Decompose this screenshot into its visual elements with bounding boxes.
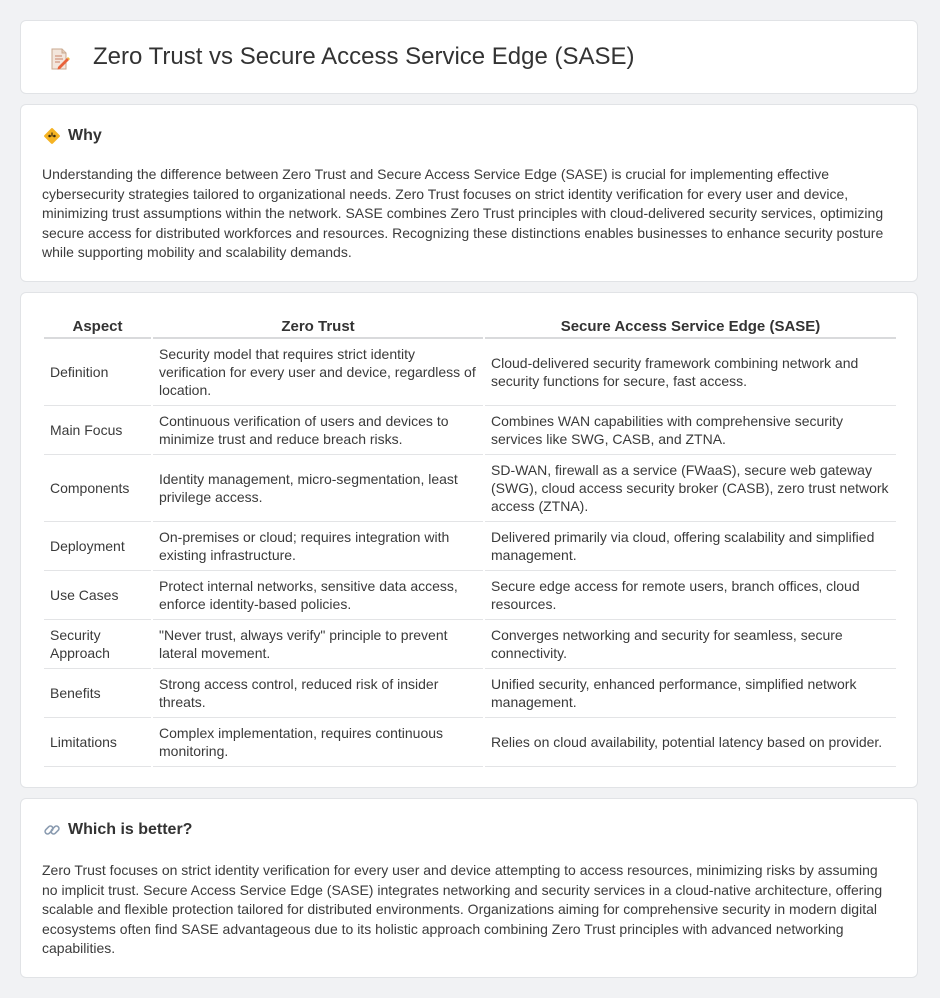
cell-aspect: Security Approach (44, 620, 151, 669)
cell-zero-trust: Identity management, micro-segmentation, least privilege access. (153, 455, 483, 522)
cell-zero-trust: Protect internal networks, sensitive data access, enforce identity-based policies. (153, 571, 483, 620)
cell-aspect: Definition (44, 339, 151, 406)
warning-icon (43, 127, 61, 145)
cell-sase: SD-WAN, firewall as a service (FWaaS), secure web gateway (SWG), cloud access security broker (CASB), zero trust network access (ZTNA). (485, 455, 896, 522)
comparison-table-card (20, 292, 918, 788)
table-row (44, 522, 896, 571)
cell-zero-trust: "Never trust, always verify" principle to prevent lateral movement. (153, 620, 483, 669)
cell-sase: Unified security, enhanced performance, simplified network management. (485, 669, 896, 718)
which-is-better-text: Zero Trust focuses on strict identity verification for every user and device attempting to access resources, minimizing risks by assuming no implicit trust. Secure Access Service Edge (SASE) integrates networking and security services in a cloud-native architecture, offering scalable and flexible protection tailored for distributed environments. Organizations aiming for comprehensive security in modern digital ecosystems often find SASE advantageous due to its holistic approach combining Zero Trust principles with advanced networking capabilities. (42, 862, 883, 956)
which-is-better-heading: Which is better? (68, 821, 193, 838)
cell-zero-trust: Continuous verification of users and devices to minimize trust and reduce breach risks. (153, 406, 483, 455)
cell-aspect: Deployment (44, 522, 151, 571)
header-zero-trust: Zero Trust (153, 313, 483, 339)
why-section (20, 104, 918, 282)
cell-aspect: Main Focus (44, 406, 151, 455)
table-row (44, 620, 896, 669)
why-heading: Why (68, 127, 102, 144)
cell-zero-trust: Complex implementation, requires continuous monitoring. (153, 718, 483, 767)
table-row (44, 339, 896, 406)
cell-aspect: Limitations (44, 718, 151, 767)
which-is-better-section (20, 798, 918, 978)
table-row (44, 571, 896, 620)
title-card (20, 20, 918, 94)
cell-sase: Secure edge access for remote users, branch offices, cloud resources. (485, 571, 896, 620)
link-icon (43, 821, 61, 839)
header-sase: Secure Access Service Edge (SASE) (485, 313, 896, 339)
document-edit-icon (47, 47, 71, 71)
why-text: Understanding the difference between Zero Trust and Secure Access Service Edge (SASE) is crucial for implementing effective cybersecurity strategies tailored to organizational needs. Zero Trust focuses on strict identity verification for every user and device, minimizing trust assumptions within the network. SASE combines Zero Trust principles with cloud-delivered security services, optimizing secure access for distributed workforces and resources. Recognizing these distinctions enables businesses to enhance security posture while supporting mobility and scalability demands. (42, 166, 884, 260)
page-title: Zero Trust vs Secure Access Service Edge (SASE) (93, 43, 635, 70)
cell-aspect: Benefits (44, 669, 151, 718)
cell-sase: Delivered primarily via cloud, offering scalability and simplified management. (485, 522, 896, 571)
cell-zero-trust: Security model that requires strict identity verification for every user and device, regardless of location. (153, 339, 483, 406)
cell-aspect: Components (44, 455, 151, 522)
table-row (44, 406, 896, 455)
cell-sase: Cloud-delivered security framework combining network and security functions for secure, fast access. (485, 339, 896, 406)
cell-zero-trust: On-premises or cloud; requires integration with existing infrastructure. (153, 522, 483, 571)
cell-aspect: Use Cases (44, 571, 151, 620)
comparison-table (42, 313, 898, 767)
cell-sase: Converges networking and security for seamless, secure connectivity. (485, 620, 896, 669)
table-row (44, 669, 896, 718)
table-row (44, 455, 896, 522)
cell-zero-trust: Strong access control, reduced risk of insider threats. (153, 669, 483, 718)
header-aspect: Aspect (44, 313, 151, 339)
cell-sase: Relies on cloud availability, potential latency based on provider. (485, 718, 896, 767)
table-row (44, 718, 896, 767)
cell-sase: Combines WAN capabilities with comprehensive security services like SWG, CASB, and ZTNA. (485, 406, 896, 455)
